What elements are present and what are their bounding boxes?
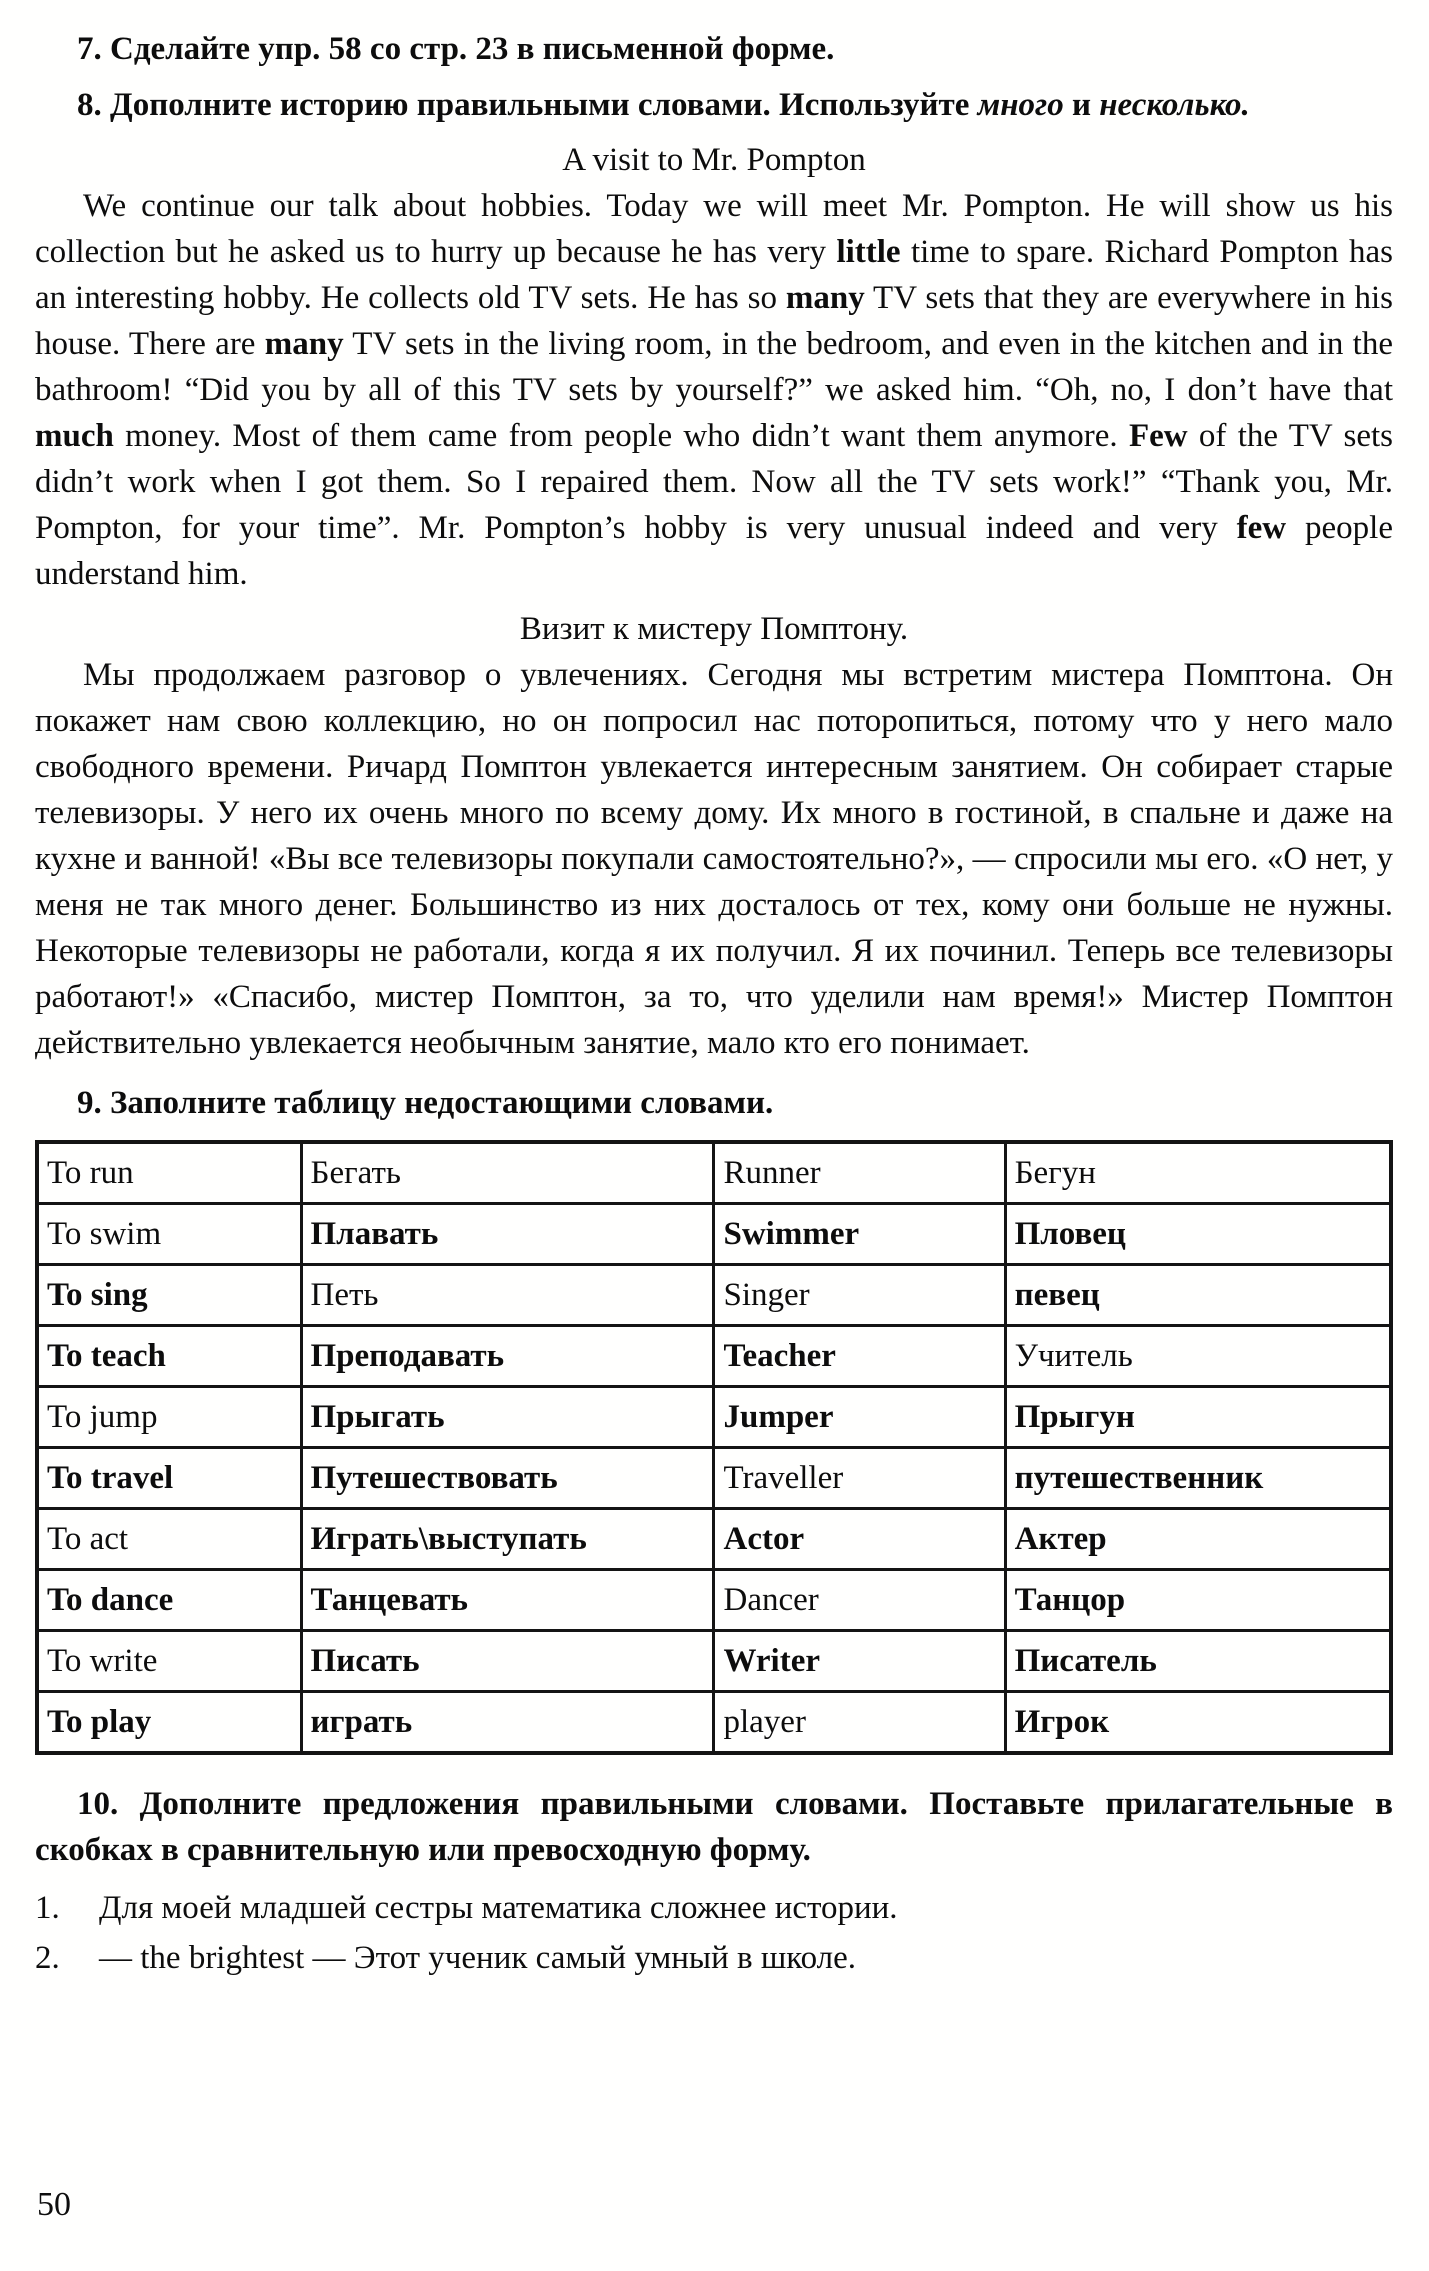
table-cell: Jumper [714, 1387, 1005, 1448]
table-cell: Играть\выступать [301, 1509, 714, 1570]
text-segment: much [35, 418, 114, 454]
table-cell: Прыгать [301, 1387, 714, 1448]
text-segment: few [1236, 510, 1287, 546]
table-cell: To travel [37, 1448, 301, 1509]
table-cell: Dancer [714, 1570, 1005, 1631]
list-item-number: 2. [35, 1940, 60, 1976]
table-row [37, 1204, 1391, 1265]
table-cell: Пловец [1005, 1204, 1391, 1265]
table-cell: To run [37, 1142, 301, 1204]
exercise-8-heading [35, 82, 1393, 128]
text-segment: много [977, 87, 1064, 123]
table-cell: player [714, 1692, 1005, 1754]
table-row [37, 1570, 1391, 1631]
list-item [35, 1883, 1393, 1933]
text-segment: of the TV sets didn’t work when I got them. So I repaired them. Now all the TV sets work!” “Thank you, Mr. Pompton, for your time”. Mr. Pompton’s hobby is very unusual indeed and very [35, 418, 1393, 546]
table-cell: путешественник [1005, 1448, 1391, 1509]
text-segment: Few [1128, 418, 1188, 454]
table-row [37, 1509, 1391, 1570]
text-segment: We continue our talk about hobbies. Today we will meet Mr. Pompton. He will show us his collection but he asked us to hurry up because he has very [35, 188, 1393, 270]
table-cell: Actor [714, 1509, 1005, 1570]
list-item-text: Для моей младшей сестры математика сложнее истории. [99, 1890, 898, 1926]
table-cell: Писатель [1005, 1631, 1391, 1692]
exercise-10-heading: 10. Дополните предложения правильными словами. Поставьте прилагательные в скобках в сравнительную или превосходную форму. [35, 1786, 1393, 1868]
exercise-9-heading: 9. Заполните таблицу недостающими словами. [77, 1085, 774, 1121]
table-cell: Прыгун [1005, 1387, 1391, 1448]
table-cell: Актер [1005, 1509, 1391, 1570]
table-cell: Runner [714, 1142, 1005, 1204]
text-segment: TV sets in the living room, in the bedroom, and even in the kitchen and in the bathroom! “Did you by all of this TV sets by yourself?” we asked him. “Oh, no, I don’t have that [35, 326, 1393, 408]
table-row [37, 1265, 1391, 1326]
table-cell: Игрок [1005, 1692, 1391, 1754]
table-cell: To play [37, 1692, 301, 1754]
table-cell: To swim [37, 1204, 301, 1265]
exercise-7-heading: 7. Сделайте упр. 58 со стр. 23 в письменной форме. [77, 31, 835, 67]
table-cell: Танцевать [301, 1570, 714, 1631]
vocabulary-table [35, 1140, 1393, 1755]
table-cell: Бегать [301, 1142, 714, 1204]
table-cell: Петь [301, 1265, 714, 1326]
exercise-10-list [35, 1883, 1393, 1983]
table-cell: Teacher [714, 1326, 1005, 1387]
list-item [35, 1933, 1393, 1983]
story-title-ru: Визит к мистеру Помптону. [519, 611, 909, 647]
table-row [37, 1326, 1391, 1387]
table-cell: To sing [37, 1265, 301, 1326]
list-item-text: — the brightest — Этот ученик самый умный в школе. [99, 1940, 857, 1976]
table-cell: Писать [301, 1631, 714, 1692]
page-number: 50 [37, 2186, 71, 2223]
table-cell: Плавать [301, 1204, 714, 1265]
text-segment: несколько. [1099, 87, 1250, 123]
table-cell: Танцор [1005, 1570, 1391, 1631]
table-row [37, 1142, 1391, 1204]
table-cell: To dance [37, 1570, 301, 1631]
table-cell: Swimmer [714, 1204, 1005, 1265]
text-segment: 8. Дополните историю правильными словами. Используйте [77, 87, 978, 123]
table-cell: Учитель [1005, 1326, 1391, 1387]
table-row [37, 1387, 1391, 1448]
table-row [37, 1692, 1391, 1754]
table-cell: Путешествовать [301, 1448, 714, 1509]
text-segment: и [1063, 87, 1100, 123]
text-segment: many [264, 326, 344, 362]
story-paragraph-en [35, 183, 1393, 597]
text-segment: many [785, 280, 865, 316]
table-cell: To write [37, 1631, 301, 1692]
table-cell: To jump [37, 1387, 301, 1448]
text-segment: money. Most of them came from people who didn’t want them anymore. [113, 418, 1129, 454]
text-segment: little [836, 234, 901, 270]
table-row [37, 1631, 1391, 1692]
table-cell: To act [37, 1509, 301, 1570]
table-cell: играть [301, 1692, 714, 1754]
table-cell: певец [1005, 1265, 1391, 1326]
story-paragraph-ru: Мы продолжаем разговор о увлечениях. Сегодня мы встретим мистера Помптона. Он покажет нам свою коллекцию, но он попросил нас поторопиться, потому что у него мало свободного времени. Ричард Помптон увлекается интересным занятием. Он собирает старые телевизоры. У него их очень много по всему дому. Их много в гостиной, в спальне и даже на кухне и ванной! «Вы все телевизоры покупали самостоятельно?», — спросили мы его. «О нет, у меня не так много денег. Большинство из них досталось от тех, кому они больше не нужны. Некоторые телевизоры не работали, когда я их получил. Я их починил. Теперь все телевизоры работают!» «Спасибо, мистер Помптон, за то, что уделили нам время!» Мистер Помптон действительно увлекается необычным занятие, мало кто его понимает. [35, 657, 1393, 1061]
table-cell: To teach [37, 1326, 301, 1387]
table-row [37, 1448, 1391, 1509]
text-segment: time to spare. Richard Pompton has an interesting hobby. He collects old TV sets. He has so [35, 234, 1393, 316]
table-cell: Преподавать [301, 1326, 714, 1387]
table-cell: Бегун [1005, 1142, 1391, 1204]
text-segment: people understand him. [35, 510, 1394, 592]
text-segment: TV sets that they are everywhere in his house. There are [35, 280, 1393, 362]
list-item-number: 1. [35, 1890, 60, 1926]
table-cell: Writer [714, 1631, 1005, 1692]
table-cell: Singer [714, 1265, 1005, 1326]
vocabulary-table-body [37, 1142, 1391, 1753]
table-cell: Traveller [714, 1448, 1005, 1509]
story-title-en: A visit to Mr. Pompton [562, 142, 866, 178]
